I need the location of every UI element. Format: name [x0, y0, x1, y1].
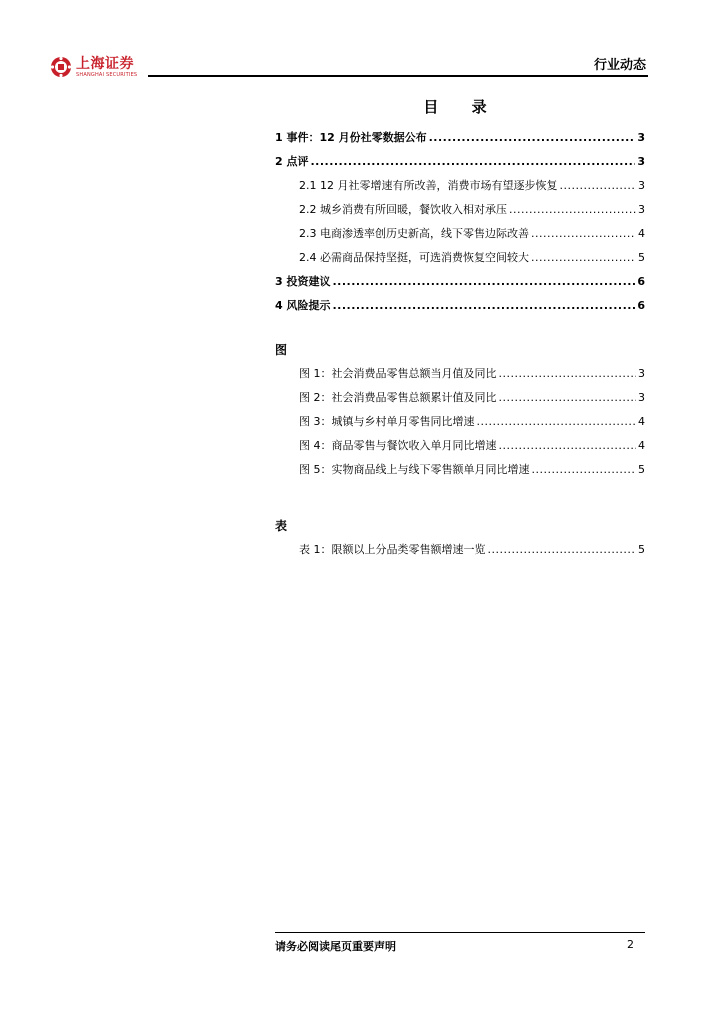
toc-entry-label: 4 风险提示 [275, 299, 331, 312]
toc-entry[interactable] [275, 246, 645, 270]
figure-entry[interactable] [275, 458, 645, 482]
report-category: 行业动态 [593, 58, 646, 73]
toc-entry-page: 3 [637, 131, 645, 144]
toc-entry-label: 2.2 城乡消费有所回暖，餐饮收入相对承压 [299, 203, 507, 216]
figure-entry-label: 图 3：城镇与乡村单月零售同比增速 [299, 415, 475, 428]
table-entry-label: 表 1：限额以上分品类零售额增速一览 [299, 543, 486, 556]
figure-entry-page: 3 [638, 367, 645, 380]
dot-leader [509, 198, 636, 222]
dot-leader [499, 362, 637, 386]
figure-entry-page: 5 [638, 463, 645, 476]
toc-entry-page: 3 [638, 179, 645, 192]
page-number: 2 [627, 938, 634, 951]
toc-entry[interactable] [275, 198, 645, 222]
toc-entry[interactable] [275, 294, 645, 318]
dot-leader [310, 150, 635, 174]
toc-entry-page: 5 [638, 251, 645, 264]
toc-entries [275, 126, 645, 318]
dot-leader [332, 294, 635, 318]
toc-entry[interactable] [275, 270, 645, 294]
figure-entry[interactable] [275, 362, 645, 386]
toc-entry-label: 3 投资建议 [275, 275, 331, 288]
toc-entry[interactable] [275, 174, 645, 198]
table-entry[interactable] [275, 538, 645, 562]
toc-entry[interactable] [275, 150, 645, 174]
company-logo [50, 56, 137, 78]
dot-leader [499, 434, 637, 458]
figure-entry-label: 图 5：实物商品线上与线下零售额单月同比增速 [299, 463, 530, 476]
table-entry-page: 5 [638, 543, 645, 556]
toc-entry-label: 1 事件：12 月份社零数据公布 [275, 131, 427, 144]
figure-entry[interactable] [275, 410, 645, 434]
figure-entry-page: 4 [638, 439, 645, 452]
table-entries [275, 538, 645, 562]
dot-leader [559, 174, 636, 198]
figure-entry[interactable] [275, 434, 645, 458]
figure-entry-page: 3 [638, 391, 645, 404]
toc-entry-page: 6 [637, 299, 645, 312]
logo-name-cn: 上海证券 [76, 55, 134, 72]
toc-entry-page: 3 [637, 155, 645, 168]
dot-leader [477, 410, 637, 434]
figure-entry[interactable] [275, 386, 645, 410]
toc-entry-label: 2.3 电商渗透率创历史新高，线下零售边际改善 [299, 227, 529, 240]
toc-entry-label: 2.4 必需商品保持坚挺，可选消费恢复空间较大 [299, 251, 529, 264]
dot-leader [332, 270, 635, 294]
toc-entry-page: 3 [638, 203, 645, 216]
footer-disclaimer: 请务必阅读尾页重要声明 [275, 940, 396, 953]
figure-entry-label: 图 1：社会消费品零售总额当月值及同比 [299, 367, 497, 380]
dot-leader [531, 246, 636, 270]
dot-leader [499, 386, 637, 410]
logo-name-en: SHANGHAI SECURITIES [76, 71, 138, 78]
figure-entry-label: 图 4：商品零售与餐饮收入单月同比增速 [299, 439, 497, 452]
toc-entry-label: 2.1 12 月社零增速有所改善，消费市场有望逐步恢复 [299, 179, 558, 192]
dot-leader [532, 458, 637, 482]
figure-entry-label: 图 2：社会消费品零售总额累计值及同比 [299, 391, 497, 404]
toc-entry-page: 4 [638, 227, 645, 240]
dot-leader [488, 538, 637, 562]
toc-entry[interactable] [275, 222, 645, 246]
toc-entry[interactable] [275, 126, 645, 150]
figures-heading: 图 [275, 343, 288, 357]
dot-leader [531, 222, 636, 246]
footer-divider [275, 932, 645, 933]
header-divider [148, 75, 648, 77]
logo-emblem-icon [50, 56, 72, 78]
dot-leader [429, 126, 636, 150]
toc-title: 目 录 [423, 98, 501, 116]
toc-entry-page: 6 [637, 275, 645, 288]
toc-entry-label: 2 点评 [275, 155, 309, 168]
tables-heading: 表 [275, 519, 288, 533]
figure-entry-page: 4 [638, 415, 645, 428]
table-of-contents [275, 126, 645, 562]
figure-entries [275, 362, 645, 482]
